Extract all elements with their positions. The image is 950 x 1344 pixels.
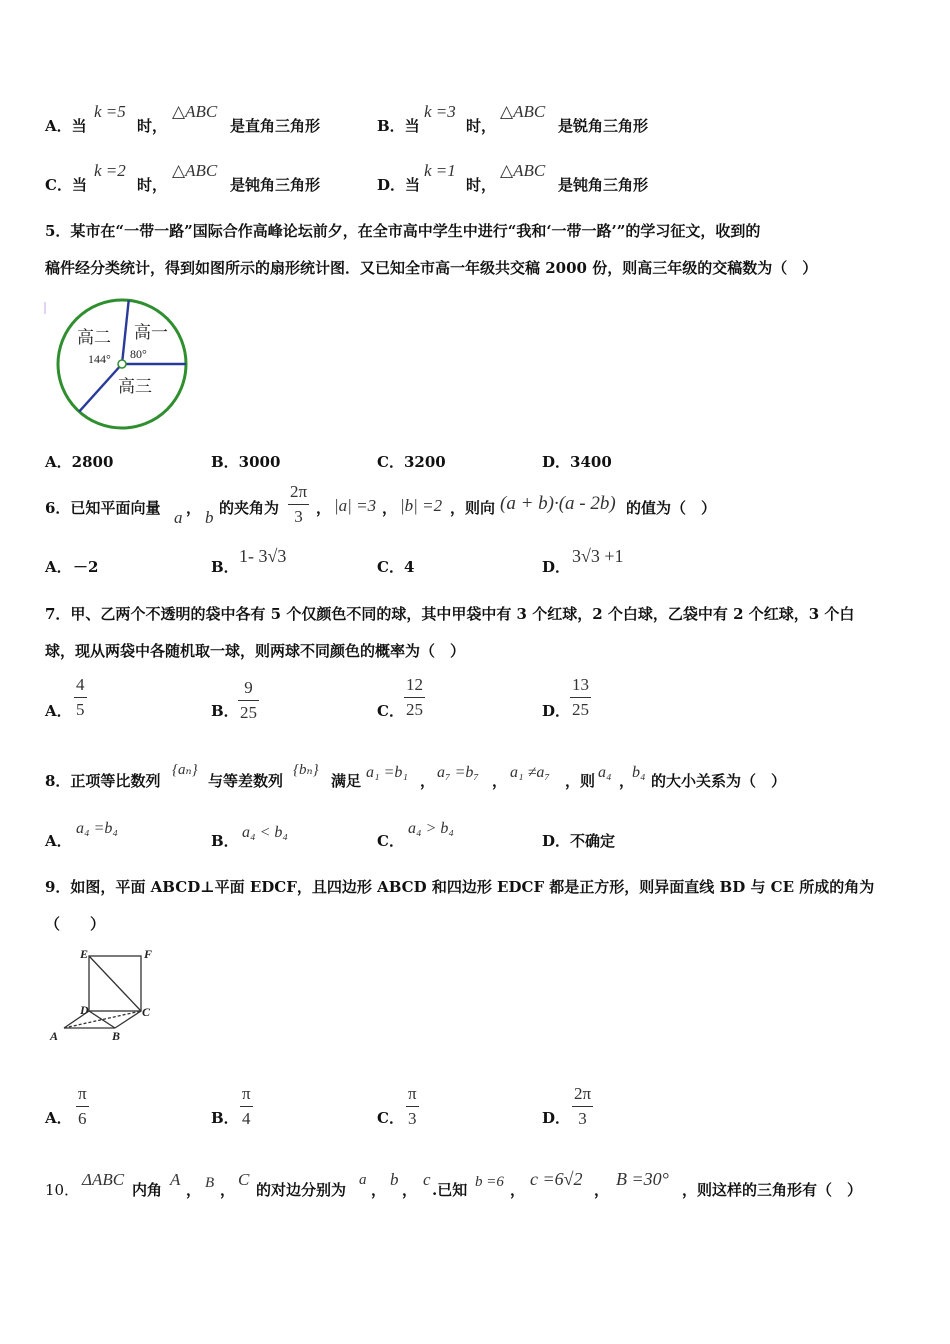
- q9-option-d-fraction: 2π 3: [574, 1084, 592, 1128]
- q6-angle-fraction: 2π 3: [290, 482, 308, 526]
- q9-option-b-fraction: π 4: [242, 1084, 251, 1128]
- angle-label-80: 80°: [130, 347, 147, 361]
- point-b-label: B: [112, 1029, 121, 1043]
- pie-chart: [44, 296, 194, 436]
- point-a-label: A: [50, 1029, 59, 1043]
- point-e-label: E: [80, 947, 89, 961]
- pie-divider-3: [79, 364, 122, 412]
- q7-option-d-fraction: 13 25: [572, 675, 589, 719]
- slice-label-gao1: 高一: [134, 323, 168, 343]
- point-c-label: C: [142, 1005, 151, 1019]
- point-f-label: F: [144, 947, 153, 961]
- q7-option-b-fraction: 9 25: [240, 678, 257, 722]
- pie-divider-2: [122, 300, 129, 364]
- slice-label-gao2: 高二: [77, 328, 111, 348]
- angle-label-144: 144°: [88, 352, 111, 366]
- geometry-figure: [44, 944, 174, 1048]
- segment-ec: [89, 956, 141, 1011]
- slice-label-gao3: 高三: [118, 377, 152, 397]
- segment-db: [89, 1011, 115, 1028]
- point-d-label: D: [80, 1003, 89, 1017]
- q7-option-c-fraction: 12 25: [406, 675, 423, 719]
- pie-center: [118, 360, 126, 368]
- q9-option-c-fraction: π 3: [408, 1084, 417, 1128]
- q9-option-a-fraction: π 6: [78, 1084, 87, 1128]
- q7-option-a-fraction: 4 5: [76, 675, 85, 719]
